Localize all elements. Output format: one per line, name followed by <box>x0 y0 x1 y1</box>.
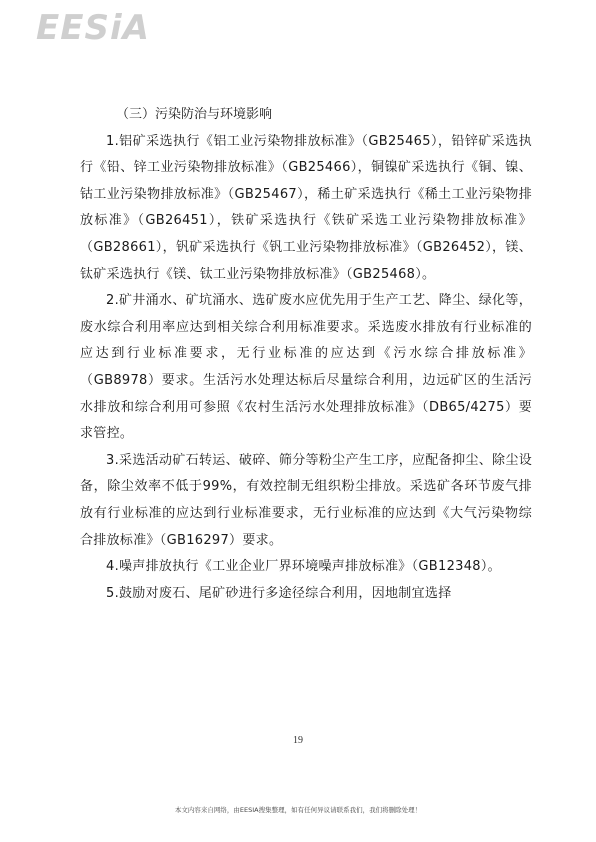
paragraph-3: 3.采选活动矿石转运、破碎、筛分等粉尘产生工序，应配备抑尘、除尘设备，除尘效率不低于99%，有效控制无组织粉尘排放。采选矿各环节废气排放有行业标准的应达到行业标准要求，无行业标准的应达到《大气污染物综合排放标准》（GB16297）要求。 <box>80 452 532 548</box>
eesia-logo: EESiA <box>36 8 150 48</box>
paragraph-1: 1.铝矿采选执行《铝工业污染物排放标准》（GB25465），铅锌矿采选执行《铅、锌工业污染物排放标准》（GB25466），铜镍矿采选执行《铜、镍、钴工业污染物排放标准》（GB25467），稀土矿采选执行《稀土工业污染物排放标准》（GB26451），铁矿采选执行《铁矿采选工业污染物排放标准》（GB28661），钒矿采选执行《钒工业污染物排放标准》（GB26452），镁、钛矿采选执行《镁、钛工业污染物排放标准》（GB25468）。 <box>80 133 532 282</box>
section-heading: （三）污染防治与环境影响 <box>116 107 273 122</box>
page-number: 19 <box>293 735 303 746</box>
paragraph-4: 4.噪声排放执行《工业企业厂界环境噪声排放标准》（GB12348）。 <box>106 559 501 575</box>
footer-notice: 本文内容来自网络，由EESIA搜集整理，如有任何异议请联系我们，我们将删除处理！ <box>174 806 422 814</box>
paragraph-2: 2.矿井涌水、矿坑涌水、选矿废水应优先用于生产工艺、降尘、绿化等，废水综合利用率应达到相关综合利用标准要求。采选废水排放有行业标准的应达到行业标准要求，无行业标准的应达到《污水综合排放标准》（GB8978）要求。生活污水处理达标后尽量综合利用，边远矿区的生活污水排放和综合利用可参照《农村生活污水处理排放标准》（DB65/4275）要求管控。 <box>80 293 532 442</box>
document-body <box>80 102 532 607</box>
paragraph-5: 5.鼓励对废石、尾矿砂进行多途径综合利用，因地制宜选择 <box>106 585 452 601</box>
